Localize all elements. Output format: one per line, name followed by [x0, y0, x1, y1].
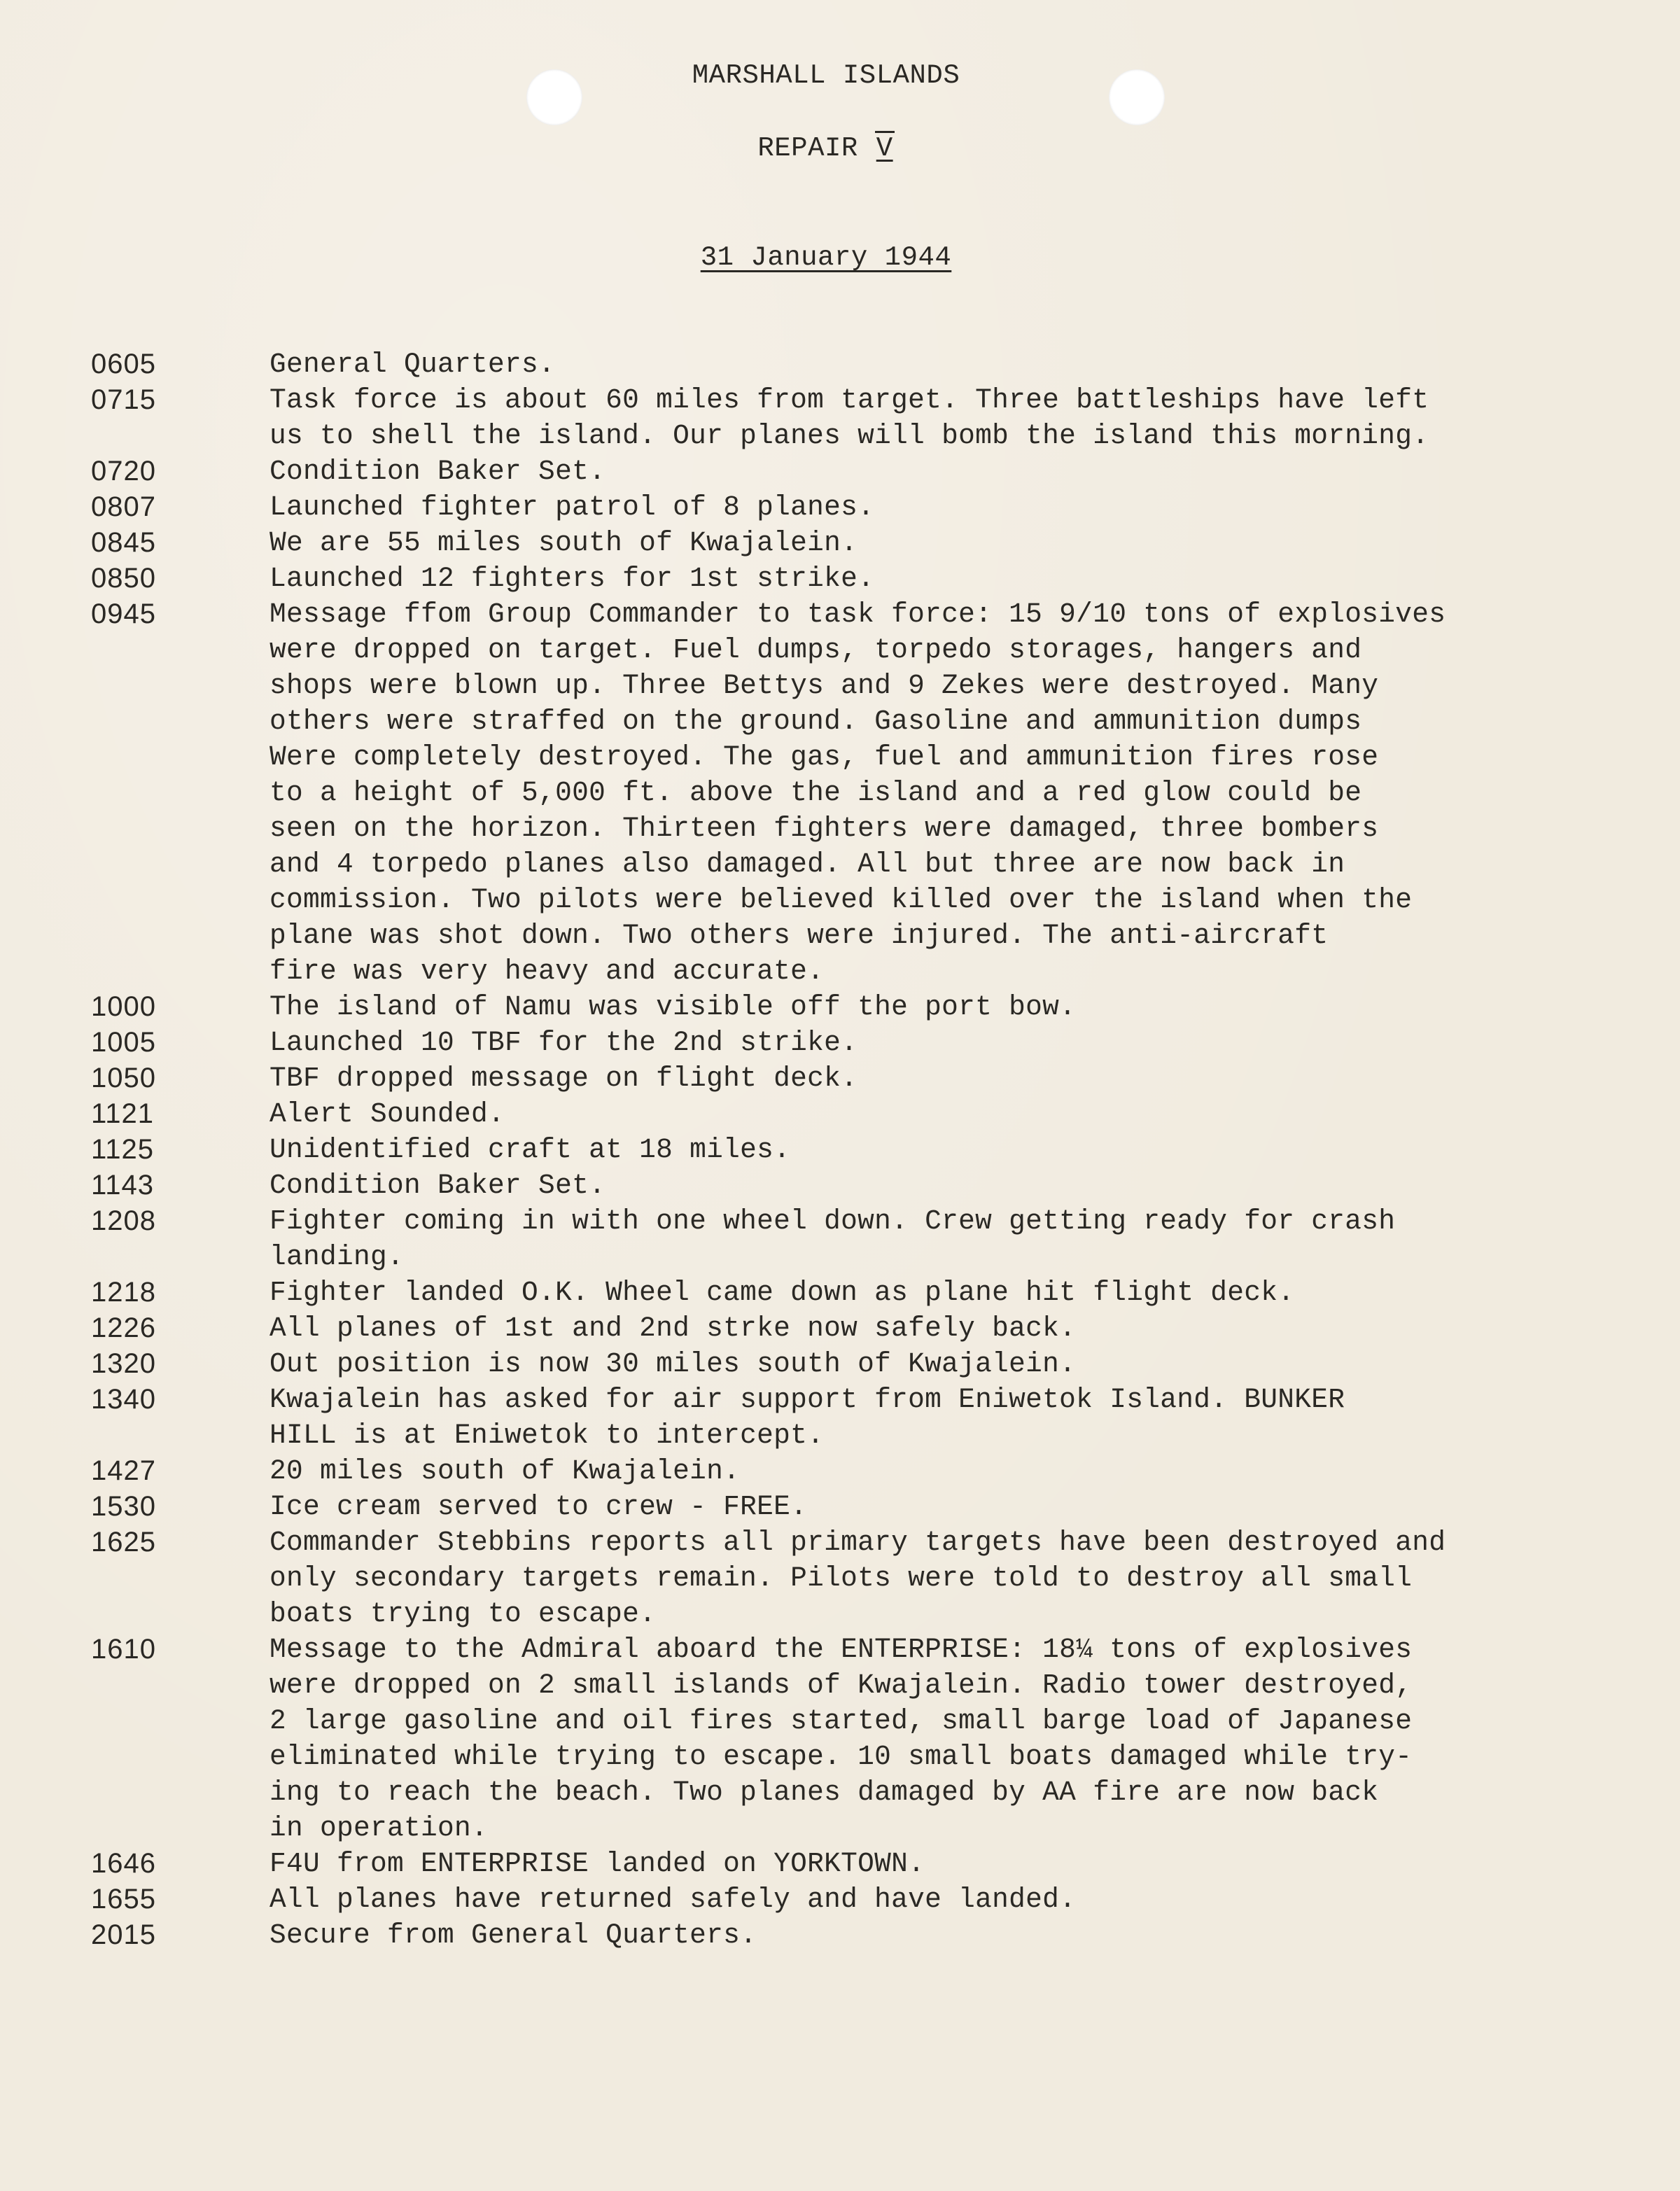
- log-entry: [0, 454, 1680, 489]
- entry-time: 0807: [91, 491, 156, 522]
- entry-text: F4U from ENTERPRISE landed on YORKTOWN.: [270, 1848, 925, 1879]
- log-entry: [0, 346, 1680, 382]
- entry-time: 0605: [91, 349, 156, 379]
- entry-text: Launched 12 fighters for 1st strike.: [270, 563, 875, 594]
- entry-text: TBF dropped message on flight deck.: [270, 1063, 858, 1094]
- entry-time: 1655: [91, 1884, 156, 1914]
- entry-text: Message to the Admiral aboard the ENTERPRISE: 18¼ tons of explosives were dropped on 2 small islands of Kwajalein. Radio tower destroyed, 2 large gasoline and oil fires started, small barge load of Japanese eliminated while trying to escape. 10 small boats damaged while try- ing to reach the beach. Two planes damaged by AA fire are now back in operation.: [270, 1634, 1413, 1844]
- entry-time: 1646: [91, 1848, 156, 1879]
- entry-time: 1050: [91, 1063, 156, 1093]
- entry-time: 0850: [91, 563, 156, 594]
- entry-text: Alert Sounded.: [270, 1098, 505, 1130]
- entry-text: Message ffom Group Commander to task force: 15 9/10 tons of explosives were dropped on target. Fuel dumps, torpedo storages, hangers and shops were blown up. Three Bettys and 9 Zekes were destroyed. Many others were straffed on the ground. Gasoline and ammunition dumps Were completely destroyed. The gas, fuel and ammunition fires rose to a height of 5,000 ft. above the island and a red glow could be seen on the horizon. Thirteen fighters were damaged, three bombers and 4 torpedo planes also damaged. All but three are now back in commission. Two pilots were believed killed over the island when the plane was shot down. Two others were injured. The anti-aircraft fire was very heavy and accurate.: [270, 598, 1446, 987]
- entry-time: 1005: [91, 1027, 156, 1058]
- log-entries: [0, 346, 1680, 1953]
- log-entry: [0, 1453, 1680, 1489]
- log-entry: [0, 382, 1680, 454]
- entry-text: General Quarters.: [270, 349, 556, 380]
- repair-numeral: V: [875, 131, 895, 164]
- log-entry: [0, 1096, 1680, 1132]
- entry-text: Fighter landed O.K. Wheel came down as plane hit flight deck.: [270, 1277, 1295, 1308]
- entry-text: Kwajalein has asked for air support from Eniwetok Island. BUNKER HILL is at Eniwetok to intercept.: [270, 1384, 1345, 1451]
- entry-text: We are 55 miles south of Kwajalein.: [270, 527, 858, 559]
- entry-text: Out position is now 30 miles south of Kwajalein.: [270, 1348, 1077, 1380]
- entry-time: 1530: [91, 1491, 156, 1522]
- entry-time: 1427: [91, 1455, 156, 1486]
- document-subtitle: [0, 133, 1666, 164]
- log-entry: [0, 1489, 1680, 1525]
- entry-text: Fighter coming in with one wheel down. Crew getting ready for crash landing.: [270, 1205, 1396, 1273]
- log-entry: [0, 489, 1680, 525]
- repair-label: REPAIR: [757, 133, 858, 164]
- log-entry: [0, 1132, 1680, 1168]
- entry-text: All planes of 1st and 2nd strke now safely back.: [270, 1312, 1077, 1344]
- entry-time: 2015: [91, 1919, 156, 1950]
- entry-text: All planes have returned safely and have landed.: [270, 1884, 1077, 1915]
- entry-time: 0845: [91, 527, 156, 558]
- log-entry: [0, 1525, 1680, 1632]
- entry-text: Ice cream served to crew - FREE.: [270, 1491, 808, 1522]
- entry-text: Launched 10 TBF for the 2nd strike.: [270, 1027, 858, 1058]
- entry-time: 1125: [91, 1134, 155, 1165]
- log-entry: [0, 989, 1680, 1025]
- date-text: 31 January 1944: [700, 242, 952, 273]
- entry-text: Commander Stebbins reports all primary targets have been destroyed and only secondary targets remain. Pilots were told to destroy all small boats trying to escape.: [270, 1527, 1446, 1630]
- entry-time: 1320: [91, 1348, 156, 1379]
- log-entry: [0, 1203, 1680, 1275]
- entry-text: Task force is about 60 miles from target. Three battleships have left us to shell the island. Our planes will bomb the island this morning.: [270, 384, 1429, 451]
- entry-time: 1000: [91, 991, 156, 1022]
- entry-text: Condition Baker Set.: [270, 1170, 606, 1201]
- entry-time: 0945: [91, 598, 156, 629]
- entry-time: 1208: [91, 1205, 156, 1236]
- entry-text: Unidentified craft at 18 miles.: [270, 1134, 791, 1166]
- entry-text: The island of Namu was visible off the port bow.: [270, 991, 1077, 1023]
- log-entry: [0, 1382, 1680, 1453]
- entry-text: Secure from General Quarters.: [270, 1919, 757, 1951]
- log-entry: [0, 525, 1680, 561]
- log-entry: [0, 1025, 1680, 1060]
- entry-text: Condition Baker Set.: [270, 456, 606, 487]
- entry-time: 1226: [91, 1312, 156, 1343]
- log-entry: [0, 561, 1680, 596]
- log-entry: [0, 596, 1680, 989]
- log-entry: [0, 1346, 1680, 1382]
- log-entry: [0, 1917, 1680, 1953]
- log-entry: [0, 1632, 1680, 1846]
- document-title: MARSHALL ISLANDS: [692, 60, 960, 91]
- entry-text: Launched fighter patrol of 8 planes.: [270, 491, 875, 523]
- entry-time: 1218: [91, 1277, 156, 1308]
- entry-time: 0720: [91, 456, 156, 486]
- entry-time: 1610: [91, 1634, 156, 1665]
- entry-time: 1625: [91, 1527, 156, 1558]
- log-entry: [0, 1060, 1680, 1096]
- log-entry: [0, 1846, 1680, 1882]
- entry-text: 20 miles south of Kwajalein.: [270, 1455, 741, 1487]
- entry-time: 1121: [91, 1098, 155, 1129]
- log-entry: [0, 1882, 1680, 1917]
- log-entry: [0, 1275, 1680, 1310]
- log-entry: [0, 1310, 1680, 1346]
- entry-time: 1143: [91, 1170, 155, 1200]
- entry-time: 0715: [91, 384, 156, 415]
- entry-time: 1340: [91, 1384, 156, 1415]
- log-entry: [0, 1168, 1680, 1203]
- document-date: [0, 242, 1666, 273]
